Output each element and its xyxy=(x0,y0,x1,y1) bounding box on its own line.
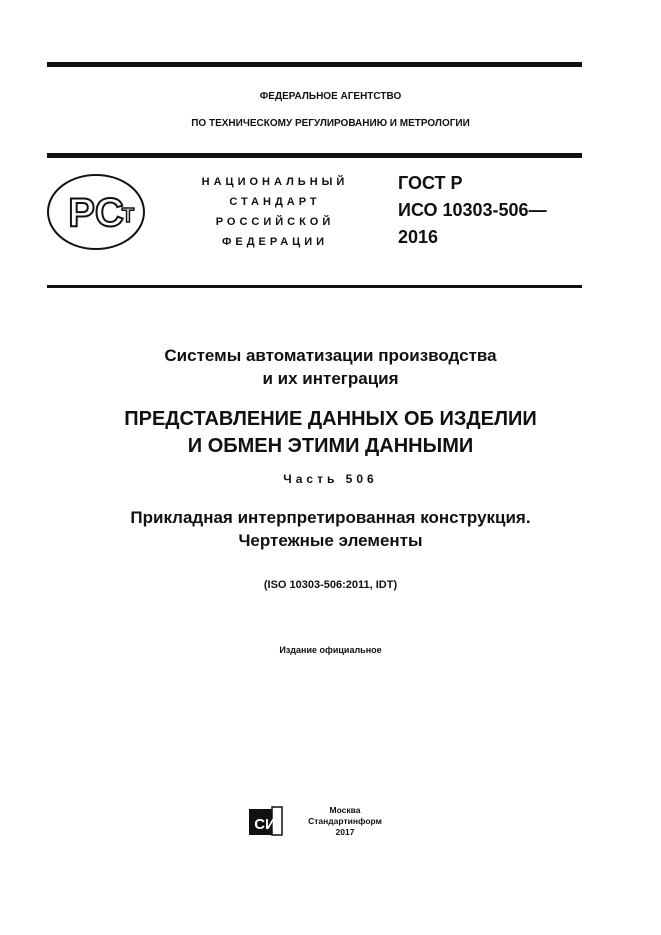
standard-code xyxy=(398,170,547,251)
agency-line1: ФЕДЕРАЛЬНОЕ АГЕНТСТВО xyxy=(259,91,402,102)
title-line: И ОБМЕН ЭТИМИ ДАННЫМИ xyxy=(187,435,474,457)
publisher-name: Стандартинформ xyxy=(308,816,382,826)
part-title-line: Прикладная интерпретированная конструкция. xyxy=(130,508,531,527)
top-rule xyxy=(47,62,582,67)
main-title xyxy=(0,406,661,460)
publisher-year: 2017 xyxy=(335,827,355,837)
svg-text:PC: PC xyxy=(68,191,124,235)
part-title-line: Чертежные элементы xyxy=(238,531,423,550)
subtitle-line: и их интеграция xyxy=(262,369,399,388)
label-line: СТАНДАРТ xyxy=(229,196,321,208)
svg-text:T: T xyxy=(121,205,135,227)
agency-line2: ПО ТЕХНИЧЕСКОМУ РЕГУЛИРОВАНИЮ И МЕТРОЛОГИИ xyxy=(191,118,470,129)
national-standard-label xyxy=(190,172,360,252)
subtitle-line: Системы автоматизации производства xyxy=(164,346,497,365)
label-line: НАЦИОНАЛЬНЫЙ xyxy=(201,176,349,188)
code-line: ГОСТ Р xyxy=(398,173,463,193)
gost-r-logo-icon xyxy=(46,172,146,252)
part-number: Часть 506 xyxy=(283,472,378,486)
svg-text:СИ: СИ xyxy=(254,816,276,833)
label-line: ФЕДЕРАЦИИ xyxy=(221,236,329,248)
title-line: ПРЕДСТАВЛЕНИЕ ДАННЫХ ОБ ИЗДЕЛИИ xyxy=(124,408,537,430)
subtitle xyxy=(0,344,661,390)
code-line: 2016 xyxy=(398,227,439,247)
upper-rule xyxy=(47,153,582,158)
lower-rule xyxy=(47,285,582,288)
standartinform-logo-icon xyxy=(248,805,284,837)
code-line: ИСО 10303-506— xyxy=(398,200,547,220)
iso-reference: (ISO 10303-506:2011, IDT) xyxy=(263,579,398,591)
part-title xyxy=(0,506,661,552)
publisher-city: Москва xyxy=(329,805,361,815)
publisher xyxy=(300,805,390,838)
edition: Издание официальное xyxy=(279,645,382,655)
label-line: РОССИЙСКОЙ xyxy=(215,216,335,228)
